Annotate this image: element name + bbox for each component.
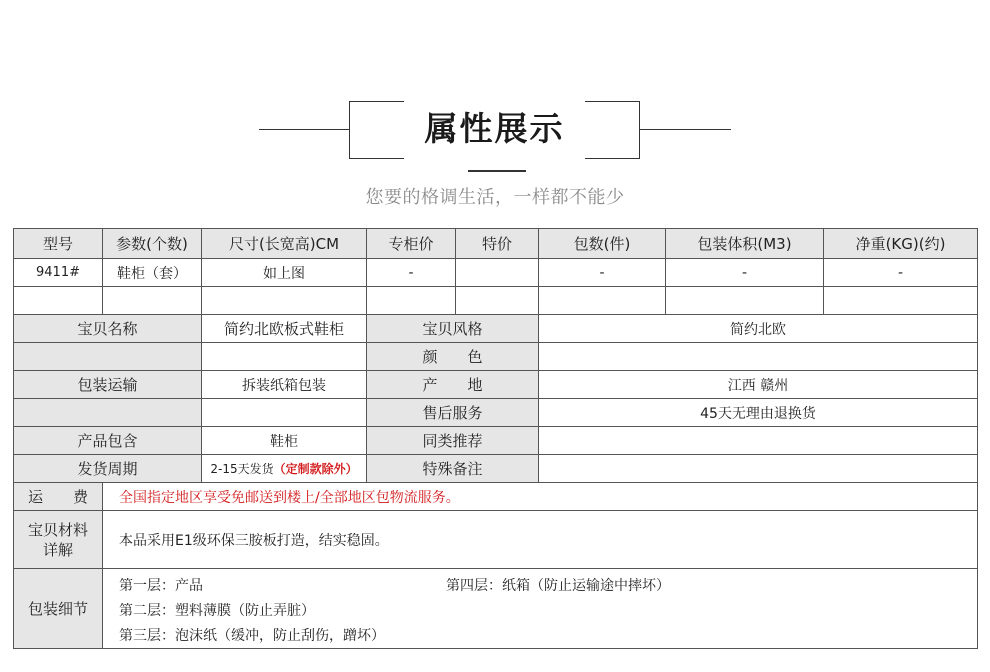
col-header-counter-price: 专柜价 [367,229,456,259]
value-packing: 拆装纸箱包装 [202,371,367,399]
attr-row-packing [14,371,978,399]
ship-cycle-note: （定制款除外） [273,462,358,476]
packaging-layer-2: 第二层：塑料薄膜（防止弄脏） [119,602,315,619]
label-material: 宝贝材料详解 [14,511,103,569]
col-header-weight: 净重(KG)(约) [824,229,978,259]
material-row [14,511,978,569]
attr-row-color [14,343,978,371]
cell-counter-price: - [367,259,456,287]
value-shipping: 全国指定地区享受免邮送到楼上/全部地区包物流服务。 [103,483,978,511]
label-remark: 特殊备注 [367,455,539,483]
title-underline [468,170,526,172]
cell-params: 鞋柜（套） [103,259,202,287]
label-color: 颜 色 [367,343,539,371]
label-packing: 包装运输 [14,371,202,399]
value-ship-cycle [202,455,367,483]
label-shipping: 运 费 [14,483,103,511]
value-includes: 鞋柜 [202,427,367,455]
attr-row-ship [14,455,978,483]
shipping-row [14,483,978,511]
value-style: 简约北欧 [539,315,978,343]
table-row-empty [14,287,978,315]
label-packaging: 包装细节 [14,569,103,649]
label-style: 宝贝风格 [367,315,539,343]
value-packaging [103,569,978,649]
value-similar [539,427,978,455]
label-product-name: 宝贝名称 [14,315,202,343]
table-row [14,259,978,287]
cell-weight: - [824,259,978,287]
label-ship-cycle: 发货周期 [14,455,202,483]
col-header-packages: 包数(件) [539,229,666,259]
cell-special-price [456,259,539,287]
col-header-size: 尺寸(长宽高)CM [202,229,367,259]
cell-packages: - [539,259,666,287]
col-header-model: 型号 [14,229,103,259]
value-origin: 江西 赣州 [539,371,978,399]
packaging-layers [103,570,977,648]
page-subtitle: 您要的格调生活，一样都不能少 [365,187,625,208]
packaging-layer-3: 第三层：泡沫纸（缓冲，防止刮伤，蹭坏） [119,627,385,644]
attr-row-includes [14,427,978,455]
page-title: 属性展示 [424,108,565,148]
label-origin: 产 地 [367,371,539,399]
cell-size: 如上图 [202,259,367,287]
attr-row-name [14,315,978,343]
cell-model: 9411# [14,259,103,287]
col-header-volume: 包装体积(M3) [666,229,824,259]
value-color [539,343,978,371]
packaging-row [14,569,978,649]
value-product-name: 简约北欧板式鞋柜 [202,315,367,343]
value-service: 45天无理由退换货 [539,399,978,427]
label-includes: 产品包含 [14,427,202,455]
packaging-layer-4: 第四层：纸箱（防止运输途中摔坏） [446,577,670,594]
label-similar: 同类推荐 [367,427,539,455]
col-header-special-price: 特价 [456,229,539,259]
value-remark [539,455,978,483]
label-service: 售后服务 [367,399,539,427]
spec-header-row [14,229,978,259]
spec-table [13,228,978,649]
ship-cycle-text: 2-15天发货 [210,462,274,476]
col-header-params: 参数(个数) [103,229,202,259]
packaging-layer-1: 第一层：产品 [119,577,203,594]
cell-volume: - [666,259,824,287]
value-material: 本品采用E1级环保三胺板打造，结实稳固。 [103,511,978,569]
attr-row-service [14,399,978,427]
